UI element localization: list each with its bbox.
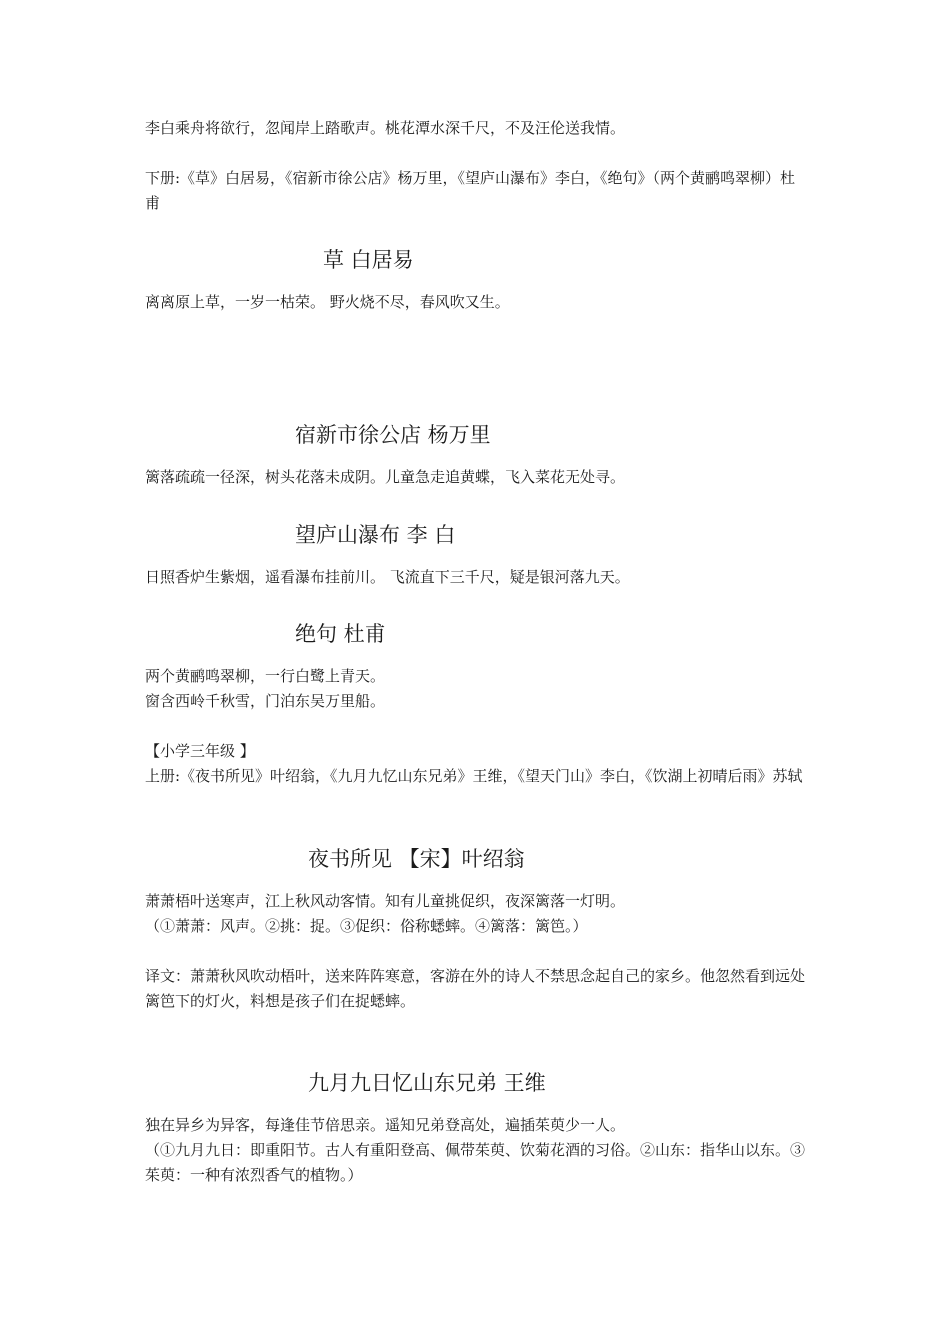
poem-notes-yeshu: （①萧萧：风声。②挑：捉。③促织：俗称蟋蟀。④篱落：篱笆。）: [145, 917, 588, 935]
poem-title-cao: 草 白居易: [323, 248, 414, 272]
poem-text-jueju-line2: 窗含西岭千秋雪，门泊东吴万里船。: [145, 692, 386, 710]
poem-title-suxinshi: 宿新市徐公店 杨万里: [295, 423, 491, 447]
poem-notes-jiuyue: （①九月九日：即重阳节。古人有重阳登高、佩带茱萸、饮菊花酒的习俗。②山东：指华山以东。③茱萸：一种有浓烈香气的植物。）: [145, 1141, 806, 1184]
poem-text-yeshu: 萧萧梧叶送寒声，江上秋风动客情。知有儿童挑促织，夜深篱落一灯明。: [145, 892, 626, 910]
poem-title-yeshu: 夜书所见 【宋】叶绍翁: [308, 847, 525, 871]
grade3-shangce-list: 上册:《夜书所见》叶绍翁，《九月九忆山东兄弟》王维，《望天门山》李白，《饮湖上初晴后雨》苏轼: [145, 767, 803, 785]
poem-text-lushan: 日照香炉生紫烟，遥看瀑布挂前川。 飞流直下三千尺，疑是银河落九天。: [145, 568, 630, 586]
poem-text-jueju-line1: 两个黄鹂鸣翠柳，一行白鹭上青天。: [145, 667, 386, 685]
poem-translation-yeshu: 译文：萧萧秋风吹动梧叶，送来阵阵寒意，客游在外的诗人不禁思念起自己的家乡。他忽然看到远处篱笆下的灯火，料想是孩子们在捉蟋蟀。: [145, 967, 806, 1010]
poem-text-cao: 离离原上草，一岁一枯荣。 野火烧不尽，春风吹又生。: [145, 293, 510, 311]
poem-text-jiuyue: 独在异乡为异客，每逢佳节倍思亲。遥知兄弟登高处，遍插茱萸少一人。: [145, 1116, 626, 1134]
grade3-header: 【小学三年级 】: [145, 742, 255, 760]
poem-title-lushan: 望庐山瀑布 李 白: [295, 523, 456, 547]
poem-title-jiuyue: 九月九日忆山东兄弟 王维: [308, 1071, 546, 1095]
poem-text-suxinshi: 篱落疏疏一径深，树头花落未成阴。儿童急走追黄蝶，飞入菜花无处寻。: [145, 468, 626, 486]
poem-title-jueju: 绝句 杜甫: [295, 622, 386, 646]
grade2-xiace-list: 下册:《草》白居易，《宿新市徐公店》杨万里，《望庐山瀑布》李白，《绝句》（两个黄鹂鸣翠柳）杜甫: [145, 169, 796, 212]
poem-line-libai-wanglun: 李白乘舟将欲行，忽闻岸上踏歌声。桃花潭水深千尺，不及汪伦送我情。: [145, 119, 626, 137]
